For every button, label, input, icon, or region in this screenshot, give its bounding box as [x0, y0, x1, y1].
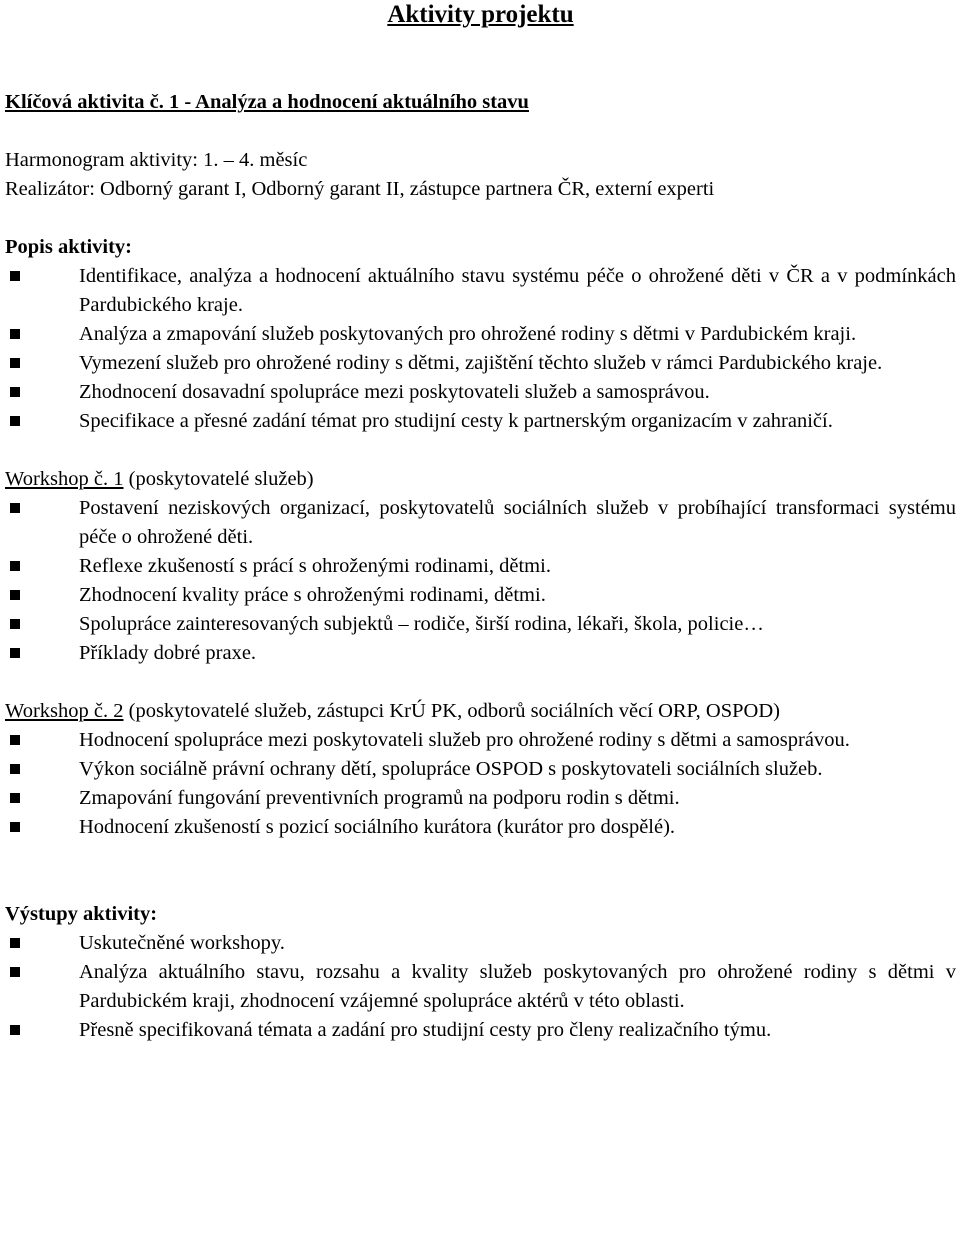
page-title: Aktivity projektu	[387, 1, 574, 28]
workshop-1-note: (poskytovatelé služeb)	[123, 468, 314, 490]
list-item-text: Přesně specifikovaná témata a zadání pro studijní cesty pro členy realizačního týmu.	[79, 1019, 772, 1041]
square-bullet-icon	[10, 271, 20, 281]
square-bullet-icon	[10, 793, 20, 803]
square-bullet-icon	[10, 619, 20, 629]
list-item	[5, 1016, 956, 1045]
list-item	[5, 320, 956, 349]
list-item	[5, 784, 956, 813]
workshop-1-label: Workshop č. 1	[5, 468, 124, 490]
list-item-text: Zmapování fungování preventivních programů na podporu rodin s dětmi.	[79, 787, 680, 809]
list-item-text: Reflexe zkušeností s prácí s ohroženými rodinami, dětmi.	[79, 555, 551, 577]
square-bullet-icon	[10, 416, 20, 426]
list-item	[5, 552, 956, 581]
list-item-text: Spolupráce zainteresovaných subjektů – rodiče, širší rodina, lékaři, škola, policie…	[79, 613, 764, 635]
list-item	[5, 581, 956, 610]
list-item	[5, 813, 956, 842]
popis-heading: Popis aktivity:	[5, 236, 132, 258]
list-item-text: Uskutečněné workshopy.	[79, 932, 285, 954]
harmonogram-line: Harmonogram aktivity: 1. – 4. měsíc	[5, 149, 308, 171]
square-bullet-icon	[10, 590, 20, 600]
list-item	[5, 378, 956, 407]
square-bullet-icon	[10, 822, 20, 832]
list-item	[5, 407, 956, 436]
list-item-text: Postavení neziskových organizací, poskytovatelů sociálních služeb v probíhající transformaci systému péče o ohrožené děti.	[79, 497, 956, 548]
workshop-2-heading	[5, 697, 956, 726]
list-item-text: Specifikace a přesné zadání témat pro studijní cesty k partnerským organizacím v zahraničí.	[79, 410, 833, 432]
list-item-text: Hodnocení zkušeností s pozicí sociálního kurátora (kurátor pro dospělé).	[79, 816, 676, 838]
square-bullet-icon	[10, 561, 20, 571]
square-bullet-icon	[10, 938, 20, 948]
list-item	[5, 929, 956, 958]
list-item-text: Hodnocení spolupráce mezi poskytovateli služeb pro ohrožené rodiny s dětmi a samosprávou.	[79, 729, 850, 751]
list-item-text: Příklady dobré praxe.	[79, 642, 257, 664]
square-bullet-icon	[10, 503, 20, 513]
list-item-text: Výkon sociálně právní ochrany dětí, spolupráce OSPOD s poskytovateli sociálních služeb.	[79, 758, 823, 780]
key-activity-heading: Klíčová aktivita č. 1 - Analýza a hodnocení aktuálního stavu	[5, 91, 529, 113]
workshop-1-heading	[5, 465, 956, 494]
list-item-text: Zhodnocení kvality práce s ohroženými rodinami, dětmi.	[79, 584, 546, 606]
list-item-text: Identifikace, analýza a hodnocení aktuálního stavu systému péče o ohrožené děti v ČR a v podmínkách Pardubického kraje.	[79, 265, 956, 316]
document-page	[5, 0, 956, 1045]
list-item	[5, 610, 956, 639]
vystupy-heading: Výstupy aktivity:	[5, 903, 158, 925]
list-item	[5, 755, 956, 784]
list-item	[5, 494, 956, 552]
list-item	[5, 726, 956, 755]
square-bullet-icon	[10, 648, 20, 658]
square-bullet-icon	[10, 329, 20, 339]
vystupy-list	[5, 929, 956, 1045]
square-bullet-icon	[10, 387, 20, 397]
list-item	[5, 262, 956, 320]
realizator-line: Realizátor: Odborný garant I, Odborný garant II, zástupce partnera ČR, externí experti	[5, 178, 715, 200]
workshop-1-list	[5, 494, 956, 668]
square-bullet-icon	[10, 967, 20, 977]
popis-list	[5, 262, 956, 436]
square-bullet-icon	[10, 358, 20, 368]
list-item-text: Vymezení služeb pro ohrožené rodiny s dětmi, zajištění těchto služeb v rámci Pardubického kraje.	[79, 352, 883, 374]
square-bullet-icon	[10, 735, 20, 745]
list-item-text: Analýza a zmapování služeb poskytovaných pro ohrožené rodiny s dětmi v Pardubickém kraji.	[79, 323, 857, 345]
list-item-text: Zhodnocení dosavadní spolupráce mezi poskytovateli služeb a samosprávou.	[79, 381, 710, 403]
square-bullet-icon	[10, 1025, 20, 1035]
list-item	[5, 639, 956, 668]
square-bullet-icon	[10, 764, 20, 774]
list-item-text: Analýza aktuálního stavu, rozsahu a kvality služeb poskytovaných pro ohrožené rodiny s dětmi v Pardubickém kraji, zhodnocení vzájemné spolupráce aktérů v této oblasti.	[79, 961, 956, 1012]
list-item	[5, 349, 956, 378]
workshop-2-list	[5, 726, 956, 842]
workshop-2-label: Workshop č. 2	[5, 700, 124, 722]
workshop-2-note: (poskytovatelé služeb, zástupci KrÚ PK, odborů sociálních věcí ORP, OSPOD)	[123, 700, 780, 722]
list-item	[5, 958, 956, 1016]
